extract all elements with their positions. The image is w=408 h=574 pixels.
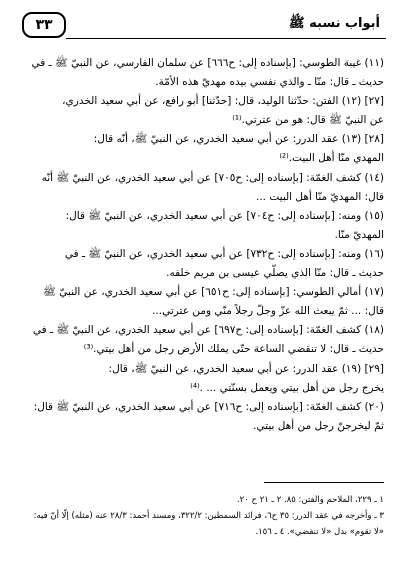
header-rule xyxy=(66,38,386,39)
text-line: (٢٠) كشف الغمّة: [بإسناده إلى: ح٧١٦] عن أبي سعيد الخدري، عن النبيّ ﷺ قال: xyxy=(33,400,384,413)
page-number-badge: ٣٣ xyxy=(22,12,66,38)
text-line: حديث ـ قال: منّا ـ والذي نفسي بيده مهديّ هذه الأمّة. xyxy=(155,76,384,89)
footnotes xyxy=(24,492,384,540)
text-line: قال: ... ثمّ يبعث الله عزّ وجلّ رجلاً منّي ومن عترتي... xyxy=(152,305,384,318)
text-line: (١٧) أمالي الطوسي: [بإسناده إلى: ح٦٥١] عن أبي سعيد الخدري، عن النبيّ ﷺ xyxy=(43,286,384,299)
text-line: المهدي منّا أهل البيت.⁽²⁾ xyxy=(279,152,384,165)
text-line: ثمّ ليخرجنّ رجل من أهل بيتي. xyxy=(253,419,384,432)
text-line: عن النبيّ ﷺ قال: هو من عترتي.⁽¹⁾ xyxy=(232,114,384,127)
text-line: حديث ـ قال: لا تنقضي الساعة حتّى يملك الأرض رجل من أهل بيتي.⁽³⁾ xyxy=(83,343,384,356)
running-head-title: أبواب نسبه ﷺ xyxy=(288,16,380,31)
text-line: حديث ـ قال: منّا الذي يصلّي عيسى بن مريم خلفه. xyxy=(166,267,384,280)
text-line: [٢٧] (١٢) الفتن: حدّثنا الوليد، قال: [حدّثنا] أبو رافع، عن أبي سعيد الخدري، xyxy=(62,95,384,108)
text-line: (١٥) ومنه: [بإسناده إلى: ح٧٠٤] عن أبي سعيد الخدري، عن النبيّ ﷺ قال: xyxy=(65,209,384,222)
footnote-rule xyxy=(264,482,384,483)
footnote-line: ١ ـ ٢٢٩، الملاحم والفتن: ٨٥. ٢ ـ ٢١ ح ٢٠. xyxy=(236,495,384,505)
text-line: (١٤) كشف الغمّة: [بإسناده إلى: ح٧٠٥] عن أبي سعيد الخدري، عن النبيّ ﷺ أنّه xyxy=(41,171,384,184)
footnote-line: ٣ ـ وأخرجه في عقد الدرر: ٣٥ ح٦، فرائد السمطين: ٣٢٢/٢، ومسند أحمد: ٢٨/٣ عنه (مثله) إلّا أنّ فيه: xyxy=(33,511,384,521)
text-line: [٢٨] (١٣) عقد الدرر: عن أبي سعيد الخدري، عن النبيّ ﷺ، أنّه قال: xyxy=(93,133,384,146)
body-text xyxy=(24,54,384,436)
text-line: (١١) غيبة الطوسي: [بإسناده إلى: ح٦٦٦] عن سلمان الفارسي، عن النبيّ ﷺ ـ في xyxy=(31,57,384,69)
text-line: المهديّ منّا. xyxy=(334,228,384,241)
footnote-line: «لا تقوم» بدل «لا تنقضي». ٤ ـ ١٥٦. xyxy=(255,527,384,537)
text-line: يخرج رجل من أهل بيتي ويعمل بسنّتي ... .⁽⁴⁾ xyxy=(190,381,384,394)
text-line: (١٨) كشف الغمّة: [بإسناده إلى: ح٦٩٧] عن أبي سعيد الخدري، عن النبيّ ﷺ ـ في xyxy=(32,324,384,337)
page-header xyxy=(22,12,386,42)
text-line: قال: المهديّ منّا أهل البيت ... xyxy=(255,190,384,203)
text-line: (١٦) ومنه: [بإسناده إلى: ح٧٣٢] عن أبي سعيد الخدري، عن النبيّ ﷺ ـ في xyxy=(64,247,384,260)
text-line: [٢٩] (١٩) عقد الدرر: عن أبي سعيد الخدري، عن النبيّ ﷺ، قال: xyxy=(108,362,384,375)
